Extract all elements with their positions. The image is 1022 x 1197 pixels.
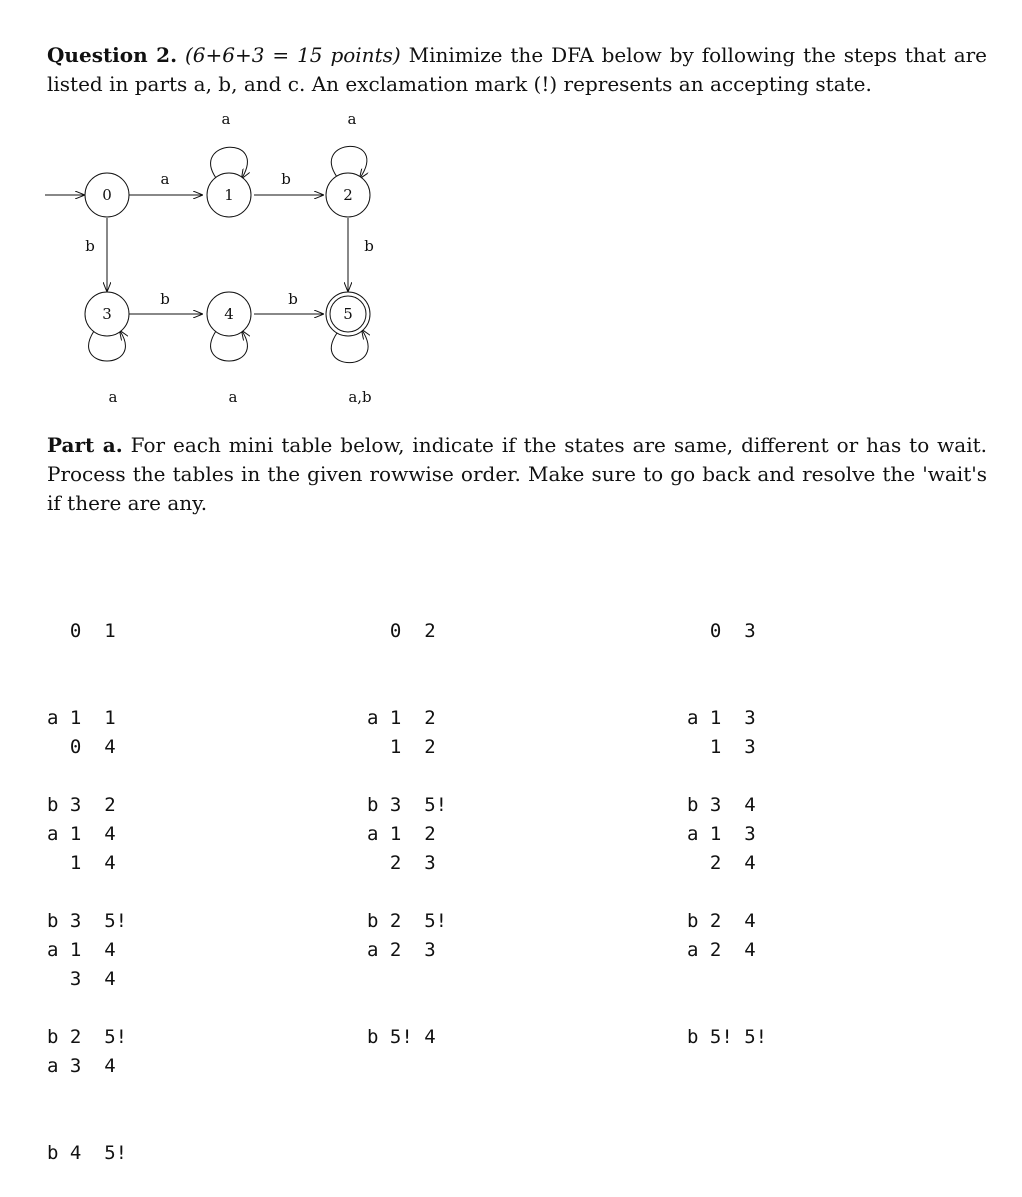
label-4-5: b bbox=[288, 290, 298, 308]
state-1-label: 1 bbox=[224, 186, 234, 204]
mini-table-row-a: a 1 3 bbox=[687, 823, 756, 845]
mini-table-row-b: b 3 2 bbox=[47, 794, 116, 816]
question-text-line2: listed in parts a, b, and c. An exclamation mark (!) represents an accepting state. bbox=[47, 72, 872, 96]
question-text-line1: Minimize the DFA below by following the steps that are bbox=[408, 43, 988, 67]
mini-table-row-a: a 2 3 bbox=[367, 939, 436, 961]
part-a-label: Part a. bbox=[47, 433, 123, 457]
state-2-label: 2 bbox=[343, 186, 353, 204]
part-a-paragraph bbox=[47, 431, 987, 518]
state-4-label: 4 bbox=[224, 305, 234, 323]
mini-table-row-b: b 2 5! bbox=[367, 910, 448, 932]
mini-table-row-a: a 3 4 bbox=[47, 1055, 116, 1077]
mini-table-3-4 bbox=[47, 907, 127, 1197]
mini-table-header: 2 3 bbox=[367, 852, 436, 874]
label-3-4: b bbox=[160, 290, 170, 308]
label-loop-1: a bbox=[221, 110, 231, 128]
mini-table-row-b: b 5! 4 bbox=[367, 1026, 436, 1048]
mini-table-header: 1 4 bbox=[47, 852, 116, 874]
mini-table-row-b: b 3 4 bbox=[687, 794, 756, 816]
mini-table-2-4 bbox=[687, 791, 767, 1081]
mini-table-row-b: b 2 4 bbox=[687, 910, 756, 932]
mini-table-row-a: a 1 4 bbox=[47, 823, 116, 845]
mini-table-row-b: b 2 5! bbox=[47, 1026, 128, 1048]
mini-table-row-b: b 4 5! bbox=[47, 1142, 128, 1164]
mini-table-header: 0 2 bbox=[367, 620, 436, 642]
question-paragraph bbox=[47, 41, 987, 99]
question-label: Question 2. bbox=[47, 43, 178, 67]
question-points: (6+6+3 = 15 points) bbox=[185, 43, 401, 67]
mini-table-row-b: b 5! 5! bbox=[687, 1026, 768, 1048]
mini-table-header: 1 2 bbox=[367, 736, 436, 758]
mini-table-row-b: b 3 5! bbox=[47, 910, 128, 932]
mini-table-row-a: a 1 1 bbox=[47, 707, 116, 729]
part-a-text: For each mini table below, indicate if the states are same, different or has to wait. Process the tables in the given rowwise order. Make sure to go back and resolve the 'wait's if there are any. bbox=[47, 433, 988, 515]
mini-table-2-3 bbox=[367, 791, 436, 1081]
state-3-label: 3 bbox=[102, 305, 112, 323]
mini-table-header: 1 3 bbox=[687, 736, 756, 758]
label-0-1: a bbox=[160, 170, 170, 188]
mini-table-row-a: a 1 3 bbox=[687, 707, 756, 729]
mini-table-header: 0 1 bbox=[47, 620, 116, 642]
label-1-2: b bbox=[281, 170, 291, 188]
state-0-label: 0 bbox=[102, 186, 112, 204]
label-0-3: b bbox=[85, 237, 95, 255]
mini-table-header: 3 4 bbox=[47, 968, 116, 990]
mini-table-row-b: b 3 5! bbox=[367, 794, 448, 816]
mini-table-row-a: a 1 4 bbox=[47, 939, 116, 961]
mini-table-row-a: a 2 4 bbox=[687, 939, 756, 961]
mini-table-row-a: a 1 2 bbox=[367, 707, 436, 729]
label-2-5: b bbox=[364, 237, 374, 255]
label-loop-4: a bbox=[228, 388, 238, 406]
mini-table-header: 0 3 bbox=[687, 620, 756, 642]
mini-table-header: 2 4 bbox=[687, 852, 756, 874]
mini-table-header: 0 4 bbox=[47, 736, 116, 758]
label-loop-5: a,b bbox=[348, 388, 372, 406]
mini-table-row-a: a 1 2 bbox=[367, 823, 436, 845]
label-loop-2: a bbox=[347, 110, 357, 128]
dfa-diagram bbox=[40, 108, 390, 413]
state-5-label: 5 bbox=[343, 305, 353, 323]
label-loop-3: a bbox=[108, 388, 118, 406]
